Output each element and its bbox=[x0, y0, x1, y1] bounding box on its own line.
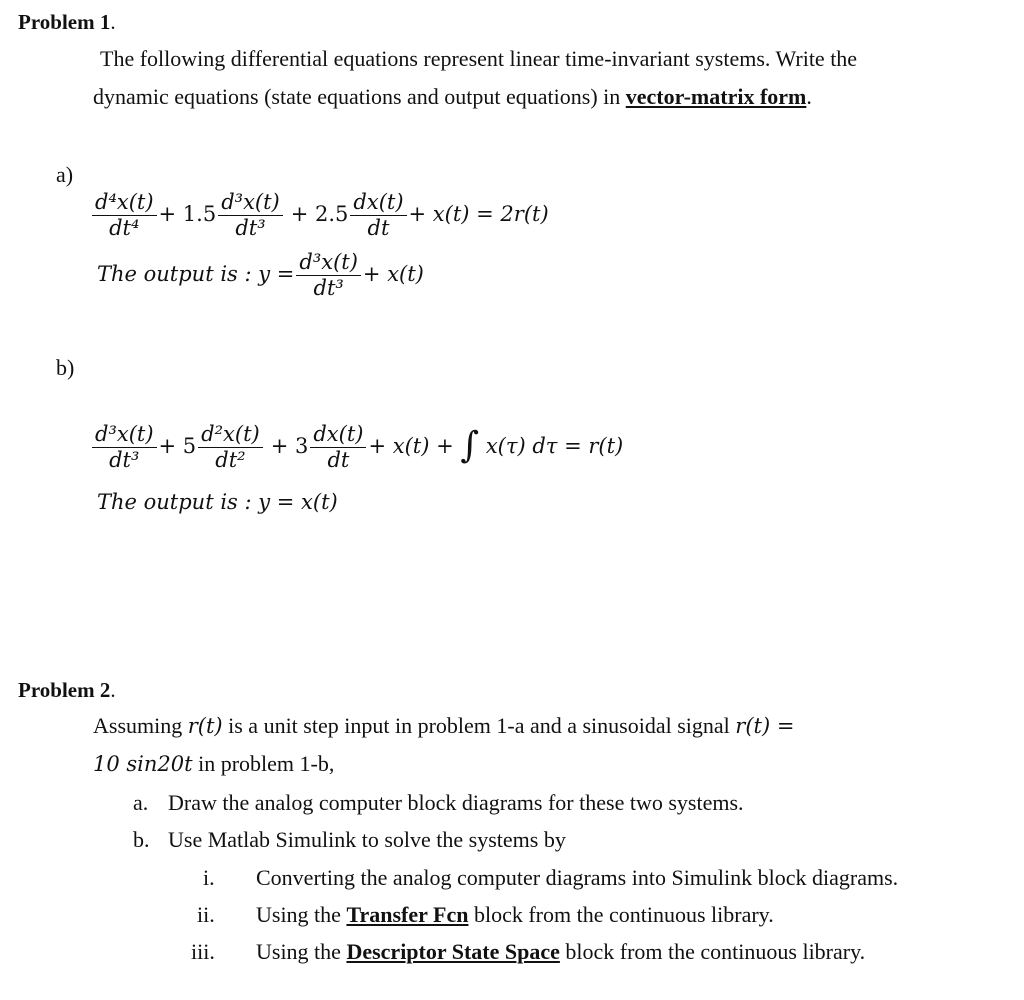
part-a-output-den: dt³ bbox=[313, 276, 344, 301]
sub-item-iii-post: block from the continuous library. bbox=[559, 939, 866, 964]
part-b-term-2-den: dt² bbox=[215, 448, 246, 473]
problem-2-line-1 bbox=[93, 713, 794, 739]
part-a-output-rest: + x(t) bbox=[362, 262, 424, 287]
problem-2-title: Problem 2 bbox=[18, 678, 111, 702]
problem-1-intro-line-2 bbox=[93, 84, 812, 110]
part-b-integrand: x(τ) dτ = r(t) bbox=[485, 434, 624, 459]
sub-item-iii-text bbox=[256, 939, 865, 965]
part-b-term-3-den: dt bbox=[327, 448, 350, 473]
sub-item-i-marker: i. bbox=[203, 865, 215, 890]
p2-rt-1: r(t) bbox=[187, 714, 223, 738]
part-a-term-1-num: d⁴x(t) bbox=[92, 190, 157, 216]
part-a-term-3 bbox=[350, 190, 406, 241]
sub-item-ii-pre: Using the bbox=[256, 902, 347, 927]
part-b-term-1-num: d³x(t) bbox=[92, 422, 157, 448]
part-a-term-3-num: dx(t) bbox=[350, 190, 406, 216]
problem-1-intro-line-1: The following differential equations represent linear time-invariant systems. Write the bbox=[100, 46, 858, 71]
part-a-output bbox=[97, 250, 424, 301]
part-b-op-1: + 5 bbox=[158, 434, 197, 459]
part-a-equation bbox=[90, 190, 549, 241]
sub-item-ii-text bbox=[256, 902, 774, 928]
part-a-term-1-den: dt⁴ bbox=[109, 216, 140, 241]
integral-sign: ∫ bbox=[460, 425, 480, 467]
sub-item-i-text: Converting the analog computer diagrams into Simulink block diagrams. bbox=[256, 865, 899, 890]
part-a-output-num: d³x(t) bbox=[296, 250, 361, 276]
p2-rt-2: r(t) = bbox=[735, 714, 795, 738]
part-b-term-1-den: dt³ bbox=[109, 448, 140, 473]
part-b-equation bbox=[90, 422, 623, 473]
list-item-b-marker: b. bbox=[133, 827, 150, 852]
p2-sinusoid: 10 sin20t bbox=[93, 752, 193, 776]
sub-item-iii-marker: iii. bbox=[191, 939, 215, 964]
list-item-a-text: Draw the analog computer block diagrams for these two systems. bbox=[168, 790, 744, 815]
part-a-output-term bbox=[296, 250, 361, 301]
part-b-label: b) bbox=[56, 355, 75, 380]
part-b-term-3-num: dx(t) bbox=[310, 422, 366, 448]
descriptor-state-space-emphasis: Descriptor State Space bbox=[346, 939, 560, 964]
part-a-term-2-den: dt³ bbox=[235, 216, 266, 241]
problem-1-title: Problem 1 bbox=[18, 10, 111, 34]
part-a-term-2 bbox=[218, 190, 283, 241]
list-item-b-text: Use Matlab Simulink to solve the systems by bbox=[168, 827, 566, 852]
list-item-a-marker: a. bbox=[133, 790, 149, 815]
part-a-op-2: + 2.5 bbox=[290, 202, 349, 227]
part-b-term-2-num: d²x(t) bbox=[198, 422, 263, 448]
part-b-term-2 bbox=[198, 422, 263, 473]
intro-text: dynamic equations (state equations and output equations) in bbox=[93, 84, 626, 109]
vector-matrix-form-emphasis: vector-matrix form bbox=[625, 84, 807, 109]
part-a-term-3-den: dt bbox=[367, 216, 390, 241]
sub-item-iii-pre: Using the bbox=[256, 939, 347, 964]
part-b-op-2: + 3 bbox=[270, 434, 309, 459]
intro-period: . bbox=[806, 84, 812, 109]
p2-line2-text: in problem 1-b, bbox=[192, 751, 335, 776]
part-b-term-1 bbox=[92, 422, 157, 473]
p2-line1-mid: is a unit step input in problem 1-a and a sinusoidal signal bbox=[222, 713, 736, 738]
part-b-rest: + x(t) + bbox=[368, 434, 454, 459]
sub-item-ii-post: block from the continuous library. bbox=[468, 902, 774, 927]
transfer-fcn-emphasis: Transfer Fcn bbox=[346, 902, 469, 927]
part-a-output-prefix: The output is : y = bbox=[97, 262, 295, 287]
part-a-op-1: + 1.5 bbox=[158, 202, 217, 227]
part-a-label: a) bbox=[56, 162, 74, 187]
part-a-term-1 bbox=[92, 190, 157, 241]
sub-item-ii-marker: ii. bbox=[197, 902, 215, 927]
problem-2-heading: Problem 2. bbox=[18, 678, 116, 702]
part-b-term-3 bbox=[310, 422, 366, 473]
p2-line1-text: Assuming bbox=[93, 713, 188, 738]
part-a-rest: + x(t) = 2r(t) bbox=[408, 202, 549, 227]
part-b-output: The output is : y = x(t) bbox=[97, 490, 338, 514]
problem-2-line-2 bbox=[93, 751, 334, 777]
part-a-term-2-num: d³x(t) bbox=[218, 190, 283, 216]
problem-1-heading: Problem 1. bbox=[18, 10, 116, 34]
